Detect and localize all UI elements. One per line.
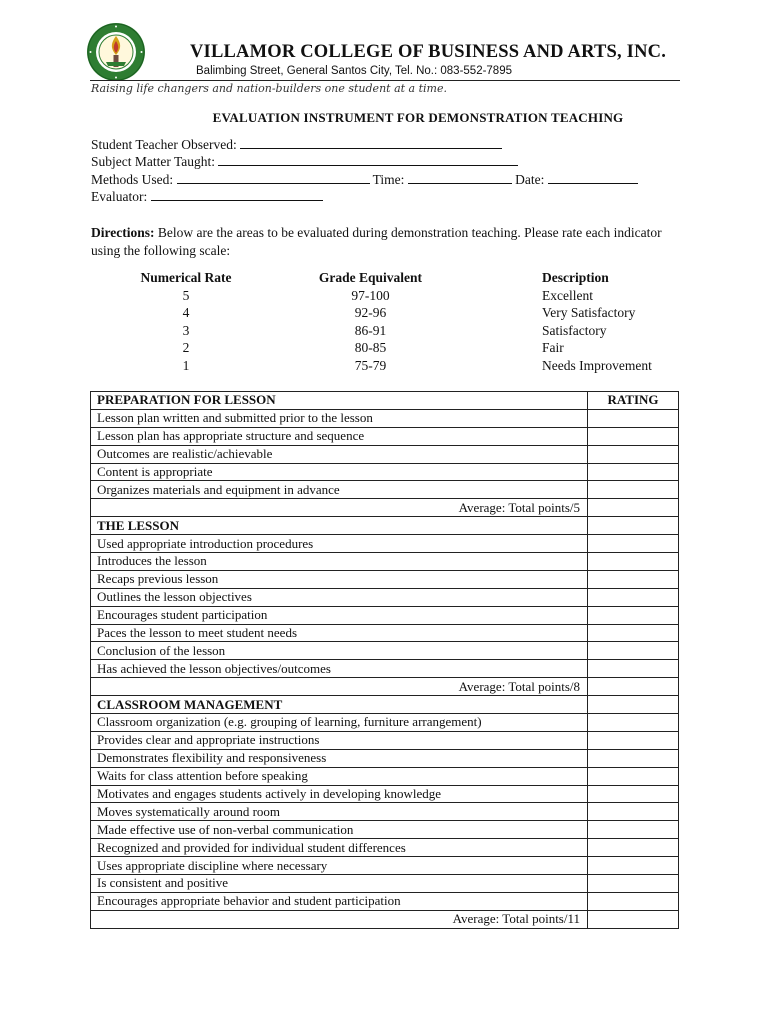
rating-cell[interactable] bbox=[588, 857, 679, 875]
scale-grade: 97-100 bbox=[351, 287, 390, 303]
indicator-text: Outlines the lesson objectives bbox=[91, 588, 588, 606]
student-teacher-label: Student Teacher Observed: bbox=[91, 137, 237, 152]
average-label: Average: Total points/8 bbox=[91, 678, 588, 696]
evaluation-table bbox=[90, 391, 679, 929]
directions bbox=[91, 224, 681, 259]
subject-input[interactable] bbox=[218, 154, 518, 166]
indicator-text: Lesson plan written and submitted prior to the lesson bbox=[91, 409, 588, 427]
section-title-lesson: THE LESSON bbox=[91, 517, 588, 535]
indicator-text: Lesson plan has appropriate structure and sequence bbox=[91, 427, 588, 445]
indicator-text: Motivates and engages students actively in developing knowledge bbox=[91, 785, 588, 803]
rating-cell[interactable] bbox=[588, 427, 679, 445]
indicator-text: Is consistent and positive bbox=[91, 875, 588, 893]
document-title: EVALUATION INSTRUMENT FOR DEMONSTRATION TEACHING bbox=[212, 110, 624, 125]
indicator-text: Outcomes are realistic/achievable bbox=[91, 445, 588, 463]
indicator-text: Paces the lesson to meet student needs bbox=[91, 624, 588, 642]
table-row bbox=[91, 731, 679, 749]
rating-cell[interactable] bbox=[588, 570, 679, 588]
table-row bbox=[91, 821, 679, 839]
indicator-text: Conclusion of the lesson bbox=[91, 642, 588, 660]
scale-description: Fair bbox=[542, 340, 564, 355]
table-row bbox=[91, 463, 679, 481]
student-teacher-input[interactable] bbox=[240, 137, 502, 149]
table-row bbox=[91, 839, 679, 857]
average-row bbox=[91, 678, 679, 696]
indicator-text: Recognized and provided for individual student differences bbox=[91, 839, 588, 857]
rating-cell[interactable] bbox=[588, 588, 679, 606]
average-label: Average: Total points/11 bbox=[91, 910, 588, 928]
rating-cell[interactable] bbox=[588, 731, 679, 749]
rating-cell[interactable] bbox=[588, 875, 679, 893]
rating-cell[interactable] bbox=[588, 463, 679, 481]
scale-rate: 2 bbox=[182, 340, 190, 355]
college-seal-logo bbox=[86, 22, 146, 82]
date-input[interactable] bbox=[548, 172, 638, 184]
table-row bbox=[91, 553, 679, 571]
indicator-text: Content is appropriate bbox=[91, 463, 588, 481]
methods-time-date-field bbox=[91, 172, 638, 188]
scale-description: Very Satisfactory bbox=[542, 305, 636, 320]
indicator-text: Used appropriate introduction procedures bbox=[91, 535, 588, 553]
table-row bbox=[91, 642, 679, 660]
scale-grade: 80-85 bbox=[354, 340, 387, 355]
rating-cell[interactable] bbox=[588, 839, 679, 857]
scale-grade: 75-79 bbox=[354, 357, 387, 373]
section-header-row bbox=[91, 696, 679, 714]
scale-header-rate: Numerical Rate bbox=[140, 270, 232, 285]
indicator-text: Waits for class attention before speaking bbox=[91, 767, 588, 785]
average-rating-cell[interactable] bbox=[588, 910, 679, 928]
rating-cell[interactable] bbox=[588, 642, 679, 660]
header-divider bbox=[90, 80, 680, 81]
directions-text: Below are the areas to be evaluated during demonstration teaching. Please rate each indicator using the following scale: bbox=[91, 225, 662, 258]
scale-rate: 1 bbox=[182, 357, 190, 373]
indicator-text: Encourages appropriate behavior and student participation bbox=[91, 892, 588, 910]
scale-rate: 4 bbox=[182, 305, 190, 320]
average-label: Average: Total points/5 bbox=[91, 499, 588, 517]
evaluator-label: Evaluator: bbox=[91, 189, 148, 204]
table-row bbox=[91, 606, 679, 624]
evaluator-field bbox=[91, 189, 323, 205]
scale-description: Needs Improvement bbox=[542, 357, 652, 373]
table-row bbox=[91, 767, 679, 785]
indicator-text: Provides clear and appropriate instructions bbox=[91, 731, 588, 749]
college-name: VILLAMOR COLLEGE OF BUSINESS AND ARTS, INC. bbox=[190, 42, 667, 62]
rating-cell[interactable] bbox=[588, 481, 679, 499]
rating-cell[interactable] bbox=[588, 660, 679, 678]
indicator-text: Moves systematically around room bbox=[91, 803, 588, 821]
rating-cell[interactable] bbox=[588, 749, 679, 767]
scale-grade: 86-91 bbox=[354, 322, 387, 338]
subject-label: Subject Matter Taught: bbox=[91, 154, 216, 169]
indicator-text: Classroom organization (e.g. grouping of learning, furniture arrangement) bbox=[91, 714, 588, 732]
section-rating-cell bbox=[588, 517, 679, 535]
table-row bbox=[91, 409, 679, 427]
directions-label: Directions: bbox=[91, 225, 155, 240]
rating-cell[interactable] bbox=[588, 606, 679, 624]
average-rating-cell[interactable] bbox=[588, 499, 679, 517]
table-row bbox=[91, 714, 679, 732]
table-row bbox=[91, 588, 679, 606]
rating-cell[interactable] bbox=[588, 553, 679, 571]
indicator-text: Recaps previous lesson bbox=[91, 570, 588, 588]
scale-header-grade: Grade Equivalent bbox=[318, 270, 423, 285]
average-row bbox=[91, 499, 679, 517]
table-row bbox=[91, 481, 679, 499]
table-row bbox=[91, 857, 679, 875]
table-row bbox=[91, 427, 679, 445]
rating-cell[interactable] bbox=[588, 409, 679, 427]
indicator-text: Made effective use of non-verbal communication bbox=[91, 821, 588, 839]
table-row bbox=[91, 570, 679, 588]
scale-header-description: Description bbox=[542, 270, 609, 285]
section-header-row bbox=[91, 517, 679, 535]
rating-cell[interactable] bbox=[588, 445, 679, 463]
rating-cell[interactable] bbox=[588, 892, 679, 910]
methods-label: Methods Used: bbox=[91, 172, 174, 187]
student-teacher-field bbox=[91, 137, 502, 153]
scale-grade: 92-96 bbox=[354, 305, 387, 320]
scale-rate: 3 bbox=[182, 322, 190, 338]
rating-cell[interactable] bbox=[588, 767, 679, 785]
indicator-text: Encourages student participation bbox=[91, 606, 588, 624]
rating-cell[interactable] bbox=[588, 785, 679, 803]
rating-cell[interactable] bbox=[588, 535, 679, 553]
section-header-row bbox=[91, 392, 679, 410]
rating-cell[interactable] bbox=[588, 803, 679, 821]
rating-cell[interactable] bbox=[588, 624, 679, 642]
table-row bbox=[91, 892, 679, 910]
indicator-text: Demonstrates flexibility and responsiveness bbox=[91, 749, 588, 767]
section-title-preparation: PREPARATION FOR LESSON bbox=[91, 392, 588, 410]
scale-description: Satisfactory bbox=[542, 322, 607, 338]
indicator-text: Organizes materials and equipment in advance bbox=[91, 481, 588, 499]
table-row bbox=[91, 535, 679, 553]
average-row bbox=[91, 910, 679, 928]
scale-rate: 5 bbox=[182, 287, 190, 303]
table-row bbox=[91, 660, 679, 678]
rating-cell[interactable] bbox=[588, 714, 679, 732]
section-rating-cell bbox=[588, 696, 679, 714]
subject-field bbox=[91, 154, 518, 170]
indicator-text: Has achieved the lesson objectives/outcomes bbox=[91, 660, 588, 678]
date-label: Date: bbox=[515, 172, 545, 187]
rating-cell[interactable] bbox=[588, 821, 679, 839]
table-row bbox=[91, 749, 679, 767]
college-address: Balimbing Street, General Santos City, Tel. No.: 083-552-7895 bbox=[196, 65, 512, 77]
time-label: Time: bbox=[372, 172, 405, 187]
college-motto: Raising life changers and nation-builders one student at a time. bbox=[91, 82, 447, 95]
evaluator-input[interactable] bbox=[151, 189, 323, 201]
time-input[interactable] bbox=[408, 172, 512, 184]
table-row bbox=[91, 445, 679, 463]
table-row bbox=[91, 624, 679, 642]
section-title-classroom-management: CLASSROOM MANAGEMENT bbox=[91, 696, 588, 714]
table-row bbox=[91, 803, 679, 821]
rating-column-header: RATING bbox=[588, 392, 679, 410]
indicator-text: Introduces the lesson bbox=[91, 553, 588, 571]
average-rating-cell[interactable] bbox=[588, 678, 679, 696]
table-row bbox=[91, 875, 679, 893]
indicator-text: Uses appropriate discipline where necessary bbox=[91, 857, 588, 875]
scale-description: Excellent bbox=[542, 287, 593, 303]
methods-input[interactable] bbox=[177, 172, 370, 184]
table-row bbox=[91, 785, 679, 803]
